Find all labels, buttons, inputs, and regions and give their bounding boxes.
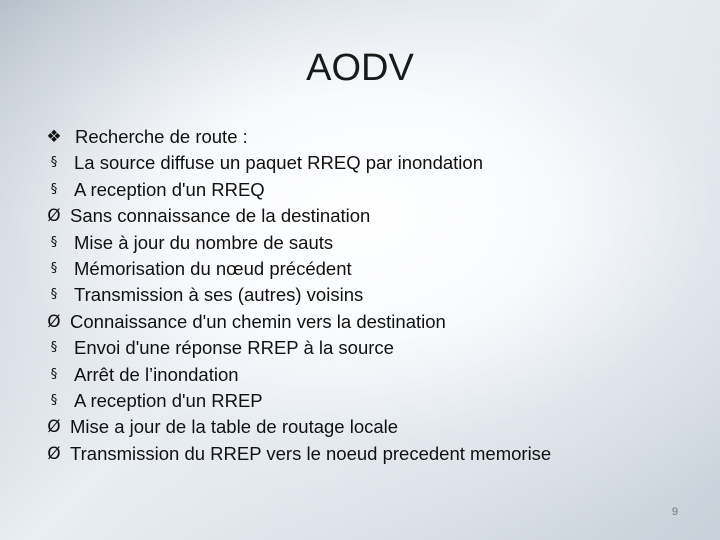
square-bullet-icon: § <box>50 181 58 197</box>
bullet-item <box>45 441 695 467</box>
diamond-bullet-icon: ❖ <box>46 127 62 147</box>
bullet-list <box>45 124 695 467</box>
bullet-text: Mise à jour du nombre de sauts <box>74 231 334 253</box>
square-bullet-icon: § <box>50 260 58 276</box>
square-bullet-icon: § <box>50 155 58 171</box>
bullet-item <box>45 256 695 282</box>
bullet-text: Transmission à ses (autres) voisins <box>74 284 364 306</box>
square-bullet-icon: § <box>50 366 58 382</box>
bullet-item <box>45 282 695 308</box>
square-bullet-icon: § <box>50 234 58 250</box>
bullet-text: A reception d'un RREP <box>74 389 263 411</box>
bullet-item <box>45 335 695 361</box>
bullet-text: Recherche de route : <box>75 126 248 147</box>
bullet-text: La source diffuse un paquet RREQ par inondation <box>74 152 483 174</box>
bullet-item <box>45 414 695 440</box>
bullet-text: Sans connaissance de la destination <box>70 205 371 227</box>
bullet-text: Mise a jour de la table de routage locale <box>70 416 399 438</box>
bullet-item <box>45 177 695 203</box>
square-bullet-icon: § <box>50 392 58 408</box>
bullet-text: Connaissance d'un chemin vers la destination <box>70 310 446 332</box>
arrow-bullet-icon: Ø <box>47 443 61 464</box>
bullet-item <box>45 309 695 335</box>
bullet-text: A reception d'un RREQ <box>74 178 265 200</box>
square-bullet-icon: § <box>50 340 58 356</box>
bullet-text: Envoi d'une réponse RREP à la source <box>74 337 394 359</box>
bullet-text: Transmission du RREP vers le noeud precedent memorise <box>70 442 552 464</box>
bullet-item <box>45 203 695 229</box>
bullet-item <box>45 230 695 256</box>
bullet-text: Mémorisation du nœud précédent <box>74 257 352 279</box>
page-number: 9 <box>671 506 678 518</box>
bullet-text: Arrêt de l’inondation <box>74 363 239 385</box>
bullet-item <box>45 388 695 414</box>
bullet-item <box>45 124 695 150</box>
bullet-item <box>45 362 695 388</box>
arrow-bullet-icon: Ø <box>47 417 61 438</box>
slide-title: AODV <box>306 47 414 89</box>
bullet-item <box>45 150 695 176</box>
arrow-bullet-icon: Ø <box>47 206 61 227</box>
arrow-bullet-icon: Ø <box>47 311 61 332</box>
square-bullet-icon: § <box>50 287 58 303</box>
